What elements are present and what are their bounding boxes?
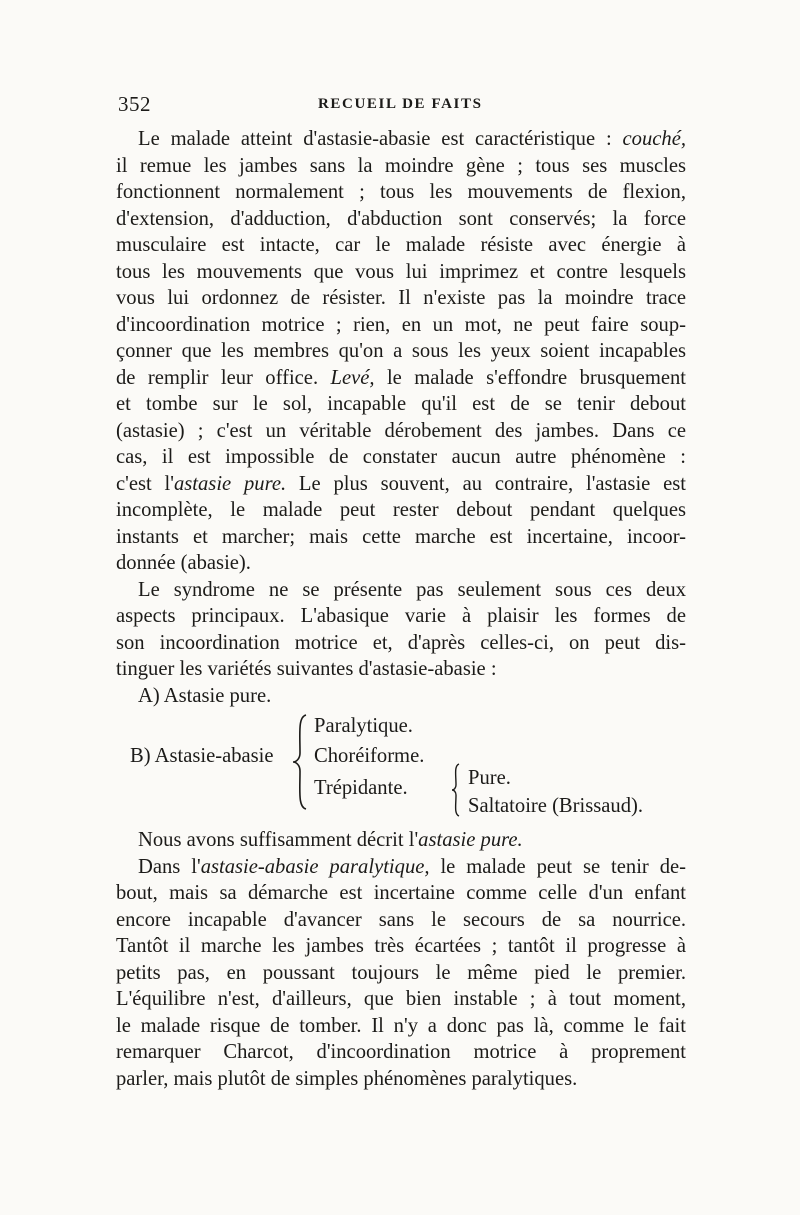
text-line (116, 880, 686, 907)
text-run: musculaire est intacte, car le malade résiste avec énergie à (116, 234, 686, 256)
text-run: instants et marcher; mais cette marche est incertaine, incoor- (116, 525, 686, 548)
text-line (116, 933, 686, 960)
text-run: c'est l' (116, 472, 174, 495)
text-line (116, 1039, 686, 1066)
text-line (116, 285, 686, 312)
text-line (116, 232, 686, 259)
text-line (116, 444, 686, 471)
italic-run: couché, (622, 128, 686, 150)
paragraph-4 (116, 854, 686, 1093)
text-line (116, 418, 686, 445)
text-line (116, 206, 686, 233)
italic-run: astasie pure. (173, 472, 287, 495)
text-run: Le malade atteint d'astasie-abasie est caractéristique : (138, 128, 623, 150)
page-number: 352 (118, 92, 151, 116)
text-run: Tantôt il marche les jambes très écartées ; tantôt il progresse à (116, 935, 686, 957)
page-body (116, 126, 686, 1092)
italic-run: astasie-abasie paralytique, (200, 855, 430, 878)
text-line (116, 391, 686, 418)
text-run: incomplète, le malade peut rester debout pendant quelques (116, 499, 686, 521)
text-line (116, 259, 686, 286)
variety-trepidante: Trépidante. (314, 777, 408, 799)
text-run: parler, mais plutôt de simples phénomènes paralytiques. (116, 1067, 578, 1090)
variety-choreiforme: Choréiforme. (314, 745, 425, 767)
text-line (116, 1013, 686, 1040)
text-line (116, 827, 686, 854)
text-line (116, 126, 686, 153)
item-a: A) Astasie pure. (138, 684, 272, 707)
text-run: tous les mouvements que vous lui imprimez et contre lesquels (116, 260, 686, 283)
text-run: L'équilibre n'est, d'ailleurs, que bien instable ; à tout moment, (116, 988, 686, 1010)
text-line (116, 471, 686, 498)
text-line (116, 497, 686, 524)
text-run: d'incoordination motrice ; rien, en un mot, ne peut faire soup- (116, 313, 686, 336)
text-run: il remue les jambes sans la moindre gène ; tous ses muscles (116, 154, 686, 177)
text-line (116, 630, 686, 657)
text-line (116, 524, 686, 551)
classification-block (116, 713, 686, 825)
text-run: çonner que les membres qu'on a sous les yeux soient incapables (116, 340, 686, 362)
text-run: petits pas, en poussant toujours le même pied le premier. (116, 961, 686, 984)
text-run: Nous avons suffisamment décrit l' (138, 829, 419, 851)
text-run: cas, il est impossible de constater aucun autre phénomène : (116, 446, 686, 468)
text-run: et tombe sur le sol, incapable qu'il est de se tenir debout (116, 393, 686, 415)
classification-label: B) Astasie-abasie (130, 745, 274, 767)
paragraph-3 (116, 827, 686, 854)
variety-paralytique: Paralytique. (314, 715, 413, 737)
text-run: bout, mais sa démarche est incertaine comme celle d'un enfant (116, 882, 686, 904)
text-run: vous lui ordonnez de résister. Il n'existe pas la moindre trace (116, 287, 686, 309)
page-header (0, 92, 800, 122)
text-line (116, 577, 686, 604)
text-line (116, 312, 686, 339)
text-run: Dans l' (138, 855, 201, 878)
text-line (116, 338, 686, 365)
text-run: le malade peut se tenir de- (429, 855, 687, 878)
text-line (116, 179, 686, 206)
text-run: Le plus souvent, au contraire, l'astasie est (286, 472, 686, 495)
left-brace-icon (292, 713, 310, 811)
italic-run: astasie pure. (418, 829, 523, 851)
text-run: remarquer Charcot, d'incoordination motrice à proprement (116, 1041, 686, 1063)
text-run: le malade risque de tomber. Il n'y a donc pas là, comme le fait (116, 1014, 686, 1037)
italic-run: Levé, (330, 366, 375, 389)
text-run: aspects principaux. L'abasique varie à plaisir les formes de (116, 605, 686, 627)
subtype-saltatoire: Saltatoire (Brissaud). (468, 795, 644, 817)
text-line (116, 603, 686, 630)
text-line (116, 986, 686, 1013)
text-line (116, 365, 686, 392)
text-run: d'extension, d'adduction, d'abduction sont conservés; la force (116, 207, 686, 230)
text-run: tinguer les variétés suivantes d'astasie-abasie : (116, 658, 497, 680)
text-line (116, 550, 686, 577)
text-run: le malade s'effondre brusquement (374, 366, 686, 389)
text-line (116, 907, 686, 934)
paragraph-1 (116, 126, 686, 577)
paragraph-2 (116, 577, 686, 683)
running-head: RECUEIL DE FAITS (318, 96, 483, 112)
text-run: de remplir leur office. (116, 366, 331, 389)
text-run: fonctionnent normalement ; tous les mouvements de flexion, (116, 181, 686, 203)
subtype-pure: Pure. (468, 767, 511, 789)
text-run: encore incapable d'avancer sans le secours de sa nourrice. (116, 908, 686, 931)
text-run: son incoordination motrice et, d'après celles-ci, on peut dis- (116, 631, 686, 654)
text-line (116, 1066, 686, 1093)
text-line (116, 153, 686, 180)
text-line (116, 854, 686, 881)
text-line (116, 960, 686, 987)
text-run: donnée (abasie). (116, 552, 251, 574)
text-line (116, 656, 686, 683)
right-brace-icon (450, 763, 462, 817)
text-run: (astasie) ; c'est un véritable dérobement des jambes. Dans ce (116, 419, 686, 442)
text-run: Le syndrome ne se présente pas seulement sous ces deux (138, 578, 686, 601)
